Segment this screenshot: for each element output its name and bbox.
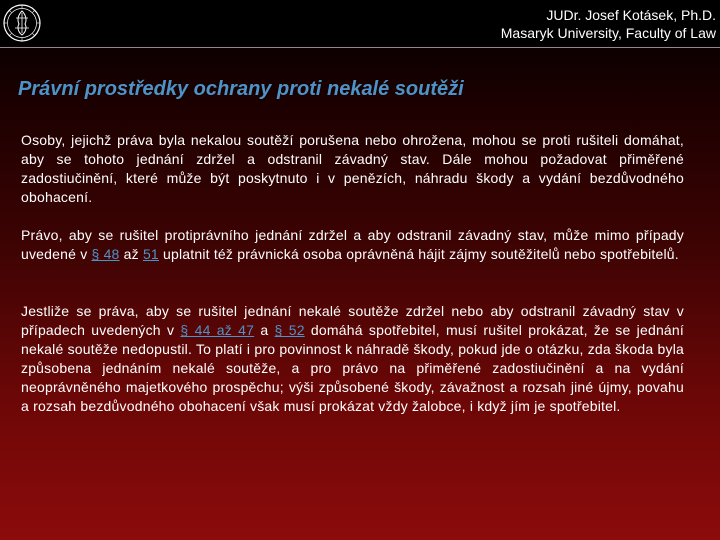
paragraph-2-text-1: Právo, aby se rušitel protiprávního jednání zdržel a aby odstranil závadný stav, může mimo případy uvedené v xyxy=(21,227,684,262)
header-institution: Masaryk University, Faculty of Law xyxy=(500,25,716,41)
link-section-52[interactable]: § 52 xyxy=(274,322,305,338)
header-author: JUDr. Josef Kotásek, Ph.D. xyxy=(546,7,716,23)
paragraph-2-text-2: až xyxy=(119,246,143,262)
link-section-44-47[interactable]: § 44 až 47 xyxy=(180,322,255,338)
link-section-51[interactable]: 51 xyxy=(142,246,159,262)
paragraph-2-text-3: uplatnit též právnická osoba oprávněná hájit zájmy soutěžitelů nebo spotřebitelů. xyxy=(158,246,679,262)
paragraph-2 xyxy=(21,226,684,264)
header-bar xyxy=(0,0,720,46)
header-text xyxy=(501,6,716,42)
paragraph-3-text-3: domáhá spotřebitel, musí rušitel prokázat, že se jednání nekalé soutěže nedopustil. To platí i pro povinnost k náhradě škody, pokud jde o otázku, zda škoda byla způsobena jednáním nekalé soutěže, a pro právo na přiměřené zadostiučinění a na vydání neoprávněného majetkového prospěchu; výši způsobené škody, závažnost a rozsah jiné újmy, povahu a rozsah bezdůvodného obohacení však musí prokázat vždy žalobce, i když jím je spotřebitel. xyxy=(21,322,684,414)
paragraph-1: Osoby, jejichž práva byla nekalou soutěží porušena nebo ohrožena, mohou se proti rušiteli domáhat, aby se tohoto jednání zdržel a odstranil závadný stav. Dále mohou požadovat přiměřené zadostiučinění, které může být poskytnuto i v penězích, náhradu škody a vydání bezdůvodného obohacení. xyxy=(21,132,684,205)
paragraph-3-text-1: Jestliže se práva, aby se rušitel jednání nekalé soutěže zdržel nebo aby odstranil závadný stav v případech uvedených v xyxy=(21,303,684,338)
paragraph-3 xyxy=(21,302,684,416)
paragraph-3-text-2: a xyxy=(254,322,275,338)
slide-title: Právní prostředky ochrany proti nekalé soutěži xyxy=(18,78,464,100)
link-section-48[interactable]: § 48 xyxy=(91,246,120,262)
university-seal-icon xyxy=(2,2,42,44)
header-divider xyxy=(0,47,720,48)
slide-content xyxy=(21,131,684,416)
